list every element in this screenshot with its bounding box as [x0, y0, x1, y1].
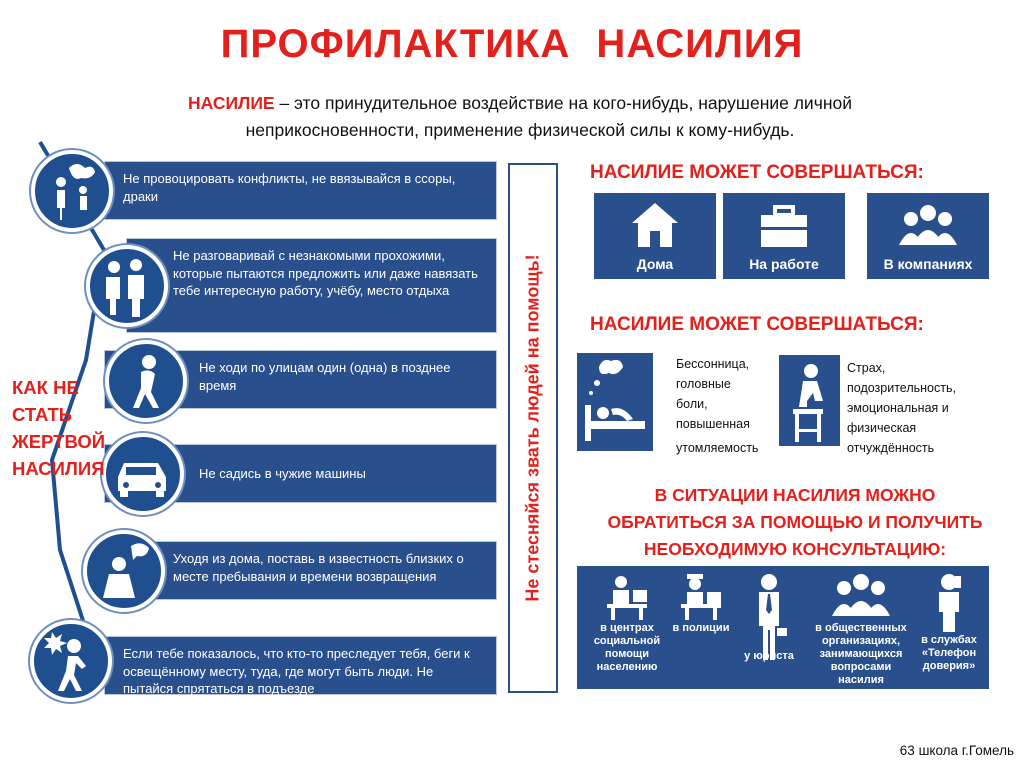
place-work	[723, 193, 845, 279]
definition-term: НАСИЛИЕ	[188, 93, 275, 113]
service-organizations-line: вопросами	[830, 661, 892, 673]
consequence-2-line: Страх,	[847, 361, 886, 375]
consequence-2-line: физическая	[847, 421, 917, 435]
definition-line-2: неприкосновенности, применение физической силы к кому-нибудь.	[245, 120, 795, 140]
argument-icon	[31, 150, 113, 232]
consequence-1-line: боли,	[676, 397, 708, 411]
definition-line-1: – это принудительное воздействие на кого-нибудь, нарушение личной	[274, 93, 852, 113]
help-heading-line-1: В СИТУАЦИИ НАСИЛИЯ МОЖНО	[654, 485, 936, 505]
service-organizations-line: в общественных	[815, 622, 907, 634]
consequence-1-line: Бессонница,	[676, 357, 750, 371]
definition	[110, 90, 930, 144]
victim-heading-line-3: ЖЕРТВОЙ	[12, 431, 106, 452]
consequences-heading: НАСИЛИЕ МОЖЕТ СОВЕРШАТЬСЯ:	[590, 314, 924, 335]
service-police-line: в полиции	[672, 622, 730, 634]
service-social-help-line: в центрах	[600, 622, 654, 634]
service-organizations-line: занимающихся	[819, 648, 903, 660]
vertical-slogan	[508, 163, 558, 693]
service-organizations-line: насилия	[838, 674, 884, 686]
service-social-help-line: социальной	[593, 635, 661, 647]
service-lawyer-line: у юриста	[744, 650, 794, 662]
consequence-2-line: эмоциональная и	[847, 401, 949, 415]
places-heading: НАСИЛИЕ МОЖЕТ СОВЕРШАТЬСЯ:	[590, 162, 924, 183]
tip-4-text: Не садись в чужие машины	[199, 466, 366, 481]
place-work-label: На работе	[749, 256, 819, 272]
house-icon	[626, 199, 684, 251]
victim-heading-line-1: КАК НЕ	[12, 377, 79, 398]
tip-6-text: Если тебе показалось, что кто-то преследует тебя, беги к освещённому месту, туда, где могут быть люди. Не пытайся спрятаться в подъезде	[123, 646, 470, 696]
service-social-help-line: населению	[596, 661, 658, 673]
vertical-slogan-text: Не стесняйся звать людей на помощь!	[522, 254, 543, 602]
hotline-icon	[929, 570, 969, 634]
victim-heading	[12, 374, 105, 482]
consequence-2-line: отчуждённость	[847, 441, 935, 455]
consequence-1	[676, 354, 758, 458]
organization-icon	[826, 570, 896, 622]
service-social-help	[587, 566, 667, 674]
victim-heading-line-4: НАСИЛИЯ	[12, 458, 105, 479]
consequence-1-line: утомляемость	[676, 441, 759, 455]
car-icon	[102, 433, 184, 515]
help-heading-line-3: НЕОБХОДИМУЮ КОНСУЛЬТАЦИЮ:	[643, 539, 947, 559]
tip-2-text: Не разговаривай с незнакомыми прохожими, которые пытаются предложить или даже навязать тебе интересную работу, учёбу, место отдыха	[173, 248, 478, 298]
place-home-label: Дома	[636, 256, 674, 272]
tip-6	[104, 636, 497, 695]
help-services	[577, 566, 989, 689]
service-organizations-line: организациях,	[821, 635, 901, 647]
sitting-alone-icon	[779, 355, 840, 446]
service-hotline-line: «Телефон	[921, 647, 977, 659]
briefcase-icon	[755, 199, 813, 251]
service-hotline	[913, 566, 985, 673]
service-social-help-line: помощи	[605, 648, 649, 660]
place-home	[594, 193, 716, 279]
service-police	[669, 566, 733, 635]
walking-alone-icon	[105, 340, 187, 422]
tip-1	[104, 161, 497, 220]
group-icon	[893, 199, 963, 251]
consequence-2	[847, 358, 956, 458]
service-lawyer	[737, 566, 801, 663]
service-hotline-line: доверия»	[922, 660, 976, 672]
police-icon	[673, 570, 729, 622]
social-worker-icon	[599, 570, 655, 622]
consequence-1-line: повышенная	[676, 417, 750, 431]
insomnia-icon	[577, 353, 653, 451]
tip-1-text: Не провоцировать конфликты, не ввязывайся в ссоры, драки	[123, 171, 456, 204]
strangers-icon	[86, 245, 168, 327]
tip-5-text: Уходя из дома, поставь в известность близких о месте пребывания и времени возвращения	[173, 551, 464, 584]
tip-2	[126, 238, 497, 333]
place-company	[867, 193, 989, 279]
service-hotline-line: в службах	[921, 634, 977, 646]
tip-3-text: Не ходи по улицам один (одна) в позднее время	[199, 360, 451, 393]
victim-heading-line-2: СТАТЬ	[12, 404, 73, 425]
consequence-2-line: подозрительность,	[847, 381, 956, 395]
help-heading-line-2: ОБРАТИТЬСЯ ЗА ПОМОЩЬЮ И ПОЛУЧИТЬ	[607, 512, 983, 532]
footer-school: 63 школа г.Гомель	[899, 743, 1014, 758]
running-person-icon	[30, 620, 112, 702]
consequence-1-line: головные	[676, 377, 731, 391]
page-title: ПРОФИЛАКТИКА НАСИЛИЯ	[220, 22, 804, 66]
service-organizations	[813, 566, 909, 687]
phone-call-icon	[83, 530, 165, 612]
help-heading	[585, 482, 1005, 563]
place-company-label: В компаниях	[883, 256, 973, 272]
